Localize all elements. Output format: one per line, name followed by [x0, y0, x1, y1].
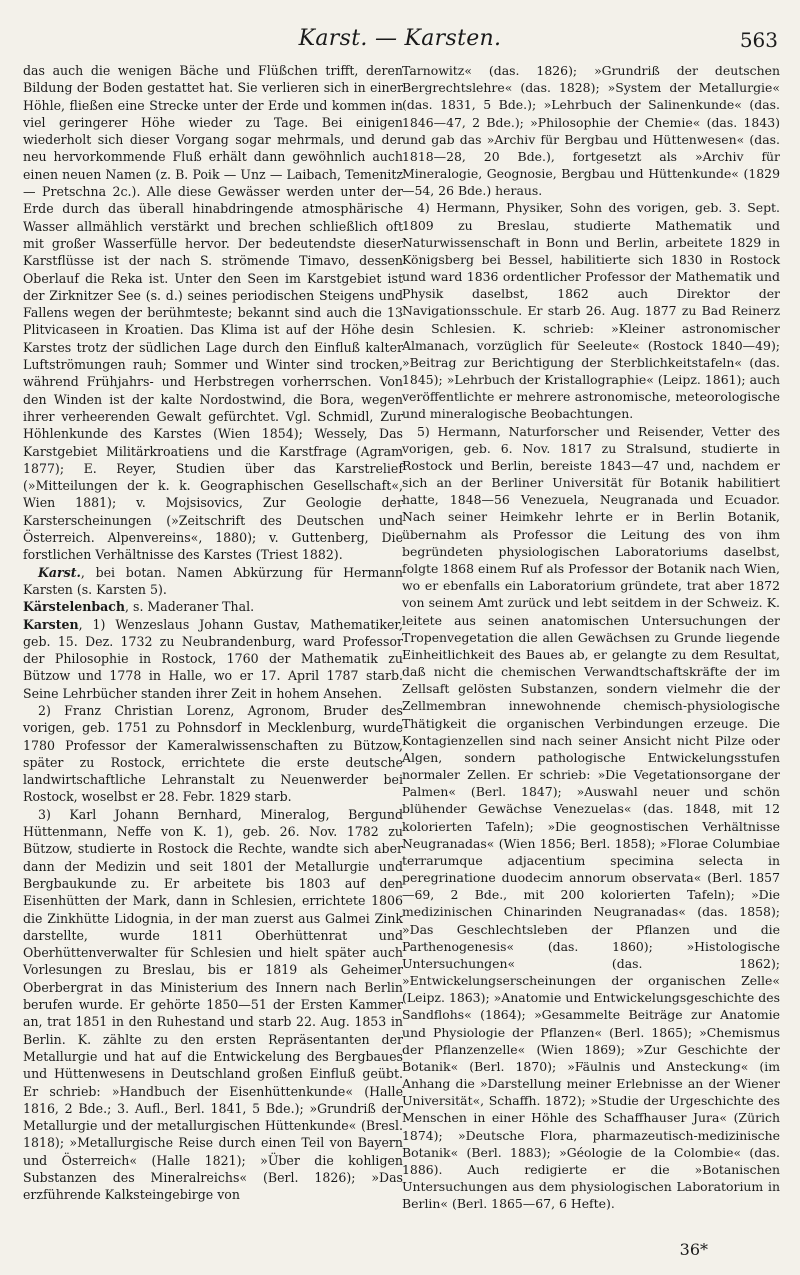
karst-continuation-paragraph: das auch die wenigen Bäche und Flüßchen trifft, deren Bildung der Boden gestattet hat. Sie verlieren sich in einer Höhle, fließen eine Strecke unter der Erde und kommen in viel geringerer Höhe wieder zu Tage. Bei einigen wiederholt sich dieser Vorgang sogar mehrmals, und der neu hervorkommende Fluß erhält dann gewöhnlich auch einen neuen Namen (z. B. Poik — Unz — Laibach, Temenitz — Pretschna 2c.). Alle diese Gewässer werden unter der Erde durch das überall hinabdringende atmosphärische Wasser allmählich verstärkt und brechen schließlich oft mit großer Wasserfülle hervor. Der bedeutendste dieser Karstflüsse ist der nach S. strömende Timavo, dessen Oberlauf die Reka ist. Unter den Seen im Karstgebiet ist der Zirknitzer See (s. d.) seines periodischen Steigens und Fallens wegen der berühmteste; bekannt sind auch die 13 Plitvicaseen in Kroatien. Das Klima ist auf der Höhe des Karstes trotz der südlichen Lage durch den Einfluß kalter Luftströmungen rauh; Sommer und Winter sind trocken, während Frühjahrs- und Herbstregen vorherrschen. Von den Winden ist der kalte Nordostwind, die Bora, wegen ihrer verheerenden Gewalt gefürchtet. Vgl. Schmidl, Zur Höhlenkunde des Karstes (Wien 1854); Wessely, Das Karstgebiet Militärkroatiens und die Karstfrage (Agram 1877); E. Reyer, Studien über das Karstrelief (»Mitteilungen der k. k. Geographischen Gesellschaft«, Wien 1881); v. Mojsisovics, Zur Geologie der Karsterscheinungen (»Zeitschrift des Deutschen und Österreich. Alpenvereins«, 1880); v. Guttenberg, Die forstlichen Verhältnisse des Karstes (Triest 1882).	[23, 63, 403, 563]
entry-karsten-3: 3) Karl Johann Bernhard, Mineralog, Bergund Hüttenmann, Neffe von K. 1), geb. 26. Nov. 1782 zu Bützow, studierte in Rostock die Rechte, wandte sich aber dann der Medizin und seit 1801 der Metallurgie und Bergbaukunde zu. Er arbeitete bis 1803 auf den Eisenhütten der Mark, dann in Schlesien, errichtete 1806 die Zinkhütte Lidognia, in der man zuerst aus Galmei Zink darstellte, wurde 1811 Oberhüttenrat und Oberhüttenverwalter für Schlesien und hielt später auch Vorlesungen zu Breslau, bis er 1819 als Geheimer Oberbergrat in das Ministerium des Innern nach Berlin berufen wurde. Er gehörte 1850—51 der Ersten Kammer an, trat 1851 in den Ruhestand und starb 22. Aug. 1853 in Berlin. K. zählte zu den ersten Repräsentanten der Metallurgie und hat auf die Entwickelung des Bergbaues und Hüttenwesens in Deutschland großen Einfluß geübt. Er schrieb: »Handbuch der Eisenhüttenkunde« (Halle 1816, 2 Bde.; 3. Aufl., Berl. 1841, 5 Bde.); »Grundriß der Metallurgie und der metallurgischen Hüttenkunde« (Bresl. 1818); »Metallurgische Reise durch einen Teil von Bayern und Österreich« (Halle 1821); »Über die kohligen Substanzen des Mineralreichs« (Berl. 1826); »Das erzführende Kalksteingebirge von	[23, 806, 403, 1203]
signature-mark: 36*	[679, 1240, 708, 1259]
running-title: Karst. — Karsten.	[298, 26, 502, 51]
right-column	[402, 62, 780, 1213]
entry-lemma: Kärstelenbach	[23, 599, 126, 615]
left-column	[23, 62, 403, 1204]
entry-karsten-2: 2) Franz Christian Lorenz, Agronom, Bruder des vorigen, geb. 1751 zu Pohnsdorf in Mecklenburg, wurde 1780 Professor der Kameralwissenschaften zu Bützow, später zu Rostock, errichtete die erste deutsche landwirtschaftliche Lehranstalt zu Neuenwerder bei Rostock, woselbst er 28. Febr. 1829 starb.	[23, 702, 403, 805]
entry-text: , 1) Wenzeslaus Johann Gustav, Mathematiker, geb. 15. Dez. 1732 zu Neubrandenburg, ward Professor der Philosophie in Rostock, 1760 der Mathematik zu Bützow und 1778 in Halle, wo er 17. April 1787 starb. Seine Lehrbücher standen ihrer Zeit in hohem Ansehen.	[23, 616, 403, 701]
page-header	[0, 18, 800, 58]
entry-text: , bei botan. Namen Abkürzung für Hermann Karsten (s. Karsten 5).	[23, 564, 403, 597]
entry-lemma: Karsten	[23, 616, 79, 632]
entry-kaerstelenbach	[23, 598, 403, 615]
entry-karst-abbrev	[23, 564, 403, 599]
entry-text: , s. Maderaner Thal.	[125, 599, 255, 615]
entry-lemma: Karst.	[38, 564, 81, 580]
entry-karsten-3-continuation: Tarnowitz« (das. 1826); »Grundriß der deutschen Bergrechtslehre« (das. 1828); »System der Metallurgie« (das. 1831, 5 Bde.); »Lehrbuch der Salinenkunde« (das. 1846—47, 2 Bde.); »Philosophie der Chemie« (das. 1843) und gab das »Archiv für Bergbau und Hüttenwesen« (das. 1818—28, 20 Bde.), fortgesetzt als »Archiv für Mineralogie, Geognosie, Bergbau und Hüttenkunde« (1829—54, 26 Bde.) heraus.	[402, 63, 780, 199]
page-number: 563	[739, 28, 778, 52]
entry-karsten-5: 5) Hermann, Naturforscher und Reisender, Vetter des vorigen, geb. 6. Nov. 1817 zu Stralsund, studierte in Rostock und Berlin, bereiste 1843—47 und, nachdem er sich an der Berliner Universität für Botanik habilitiert hatte, 1848—56 Venezuela, Neugranada und Ecuador. Nach seiner Heimkehr lehrte er in Berlin Botanik, übernahm als Professor die Leitung des von ihm begründeten physiologischen Laboratoriums daselbst, folgte 1868 einem Ruf als Professor der Botanik nach Wien, wo er ebenfalls ein Laboratorium gründete, trat aber 1872 von seinem Amt zurück und lebt seitdem in der Schweiz. K. leitete aus seinen anatomischen Untersuchungen der Tropenvegetation die allen Gewächsen zu Grunde liegende Einheitlichkeit des Baues ab, er gelangte zu dem Resultat, daß nicht die chemischen Verwandtschaftskräfte der im Zellsaft gelösten Substanzen, sondern vielmehr die der Zellmembran innewohnende chemisch-physiologische Thätigkeit die organischen Verbindungen erzeuge. Die Kontagienzellen sind nach seiner Ansicht nicht Pilze oder Algen, sondern pathologische Entwickelungsstufen normaler Zellen. Er schrieb: »Die Vegetationsorgane der Palmen« (Berl. 1847); »Auswahl neuer und schön blühender Gewächse Venezuelas« (das. 1848, mit 12 kolorierten Tafeln); »Die geognostischen Verhältnisse Neugranadas« (Wien 1856; Berl. 1858); »Florae Columbiae terrarumque adjacentium specimina selecta in peregrinatione duodecim annorum observata« (Berl. 1857—69, 2 Bde., mit 200 kolorierten Tafeln); »Die medizinischen Chinarinden Neugranadas« (das. 1858); »Das Geschlechtsleben der Pflanzen und die Parthenogenesis« (das. 1860); »Histologische Untersuchungen« (das. 1862); »Entwickelungserscheinungen der organischen Zelle« (Leipz. 1863); »Anatomie und Entwickelungsgeschichte des Sandflohs« (1864); »Gesammelte Beiträge zur Anatomie und Physiologie der Pflanzen« (Berl. 1865); »Chemismus der Pflanzenzelle« (Wien 1869); »Zur Geschichte der Botanik« (Berl. 1870); »Fäulnis und Ansteckung« (im Anhang die »Darstellung meiner Erlebnisse an der Wiener Universität«, Schaffh. 1872); »Studie der Urgeschichte des Menschen in einer Höhle des Schaffhauser Jura« (Zürich 1874); »Deutsche Flora, pharmazeutisch-medizinische Botanik« (Berl. 1883); »Géologie de la Colombie« (das. 1886). Auch redigierte er die »Botanischen Untersuchungen aus dem physiologischen Laboratorium in Berlin« (Berl. 1865—67, 6 Hefte).	[402, 423, 780, 1212]
entry-karsten-1	[23, 616, 403, 702]
entry-karsten-4: 4) Hermann, Physiker, Sohn des vorigen, geb. 3. Sept. 1809 zu Breslau, studierte Mathematik und Naturwissenschaft in Bonn und Berlin, arbeitete 1829 in Königsberg bei Bessel, habilitierte sich 1830 in Rostock und ward 1836 ordentlicher Professor der Mathematik und Physik daselbst, 1862 auch Direktor der Navigationsschule. Er starb 26. Aug. 1877 zu Bad Reinerz in Schlesien. K. schrieb: »Kleiner astronomischer Almanach, vorzüglich für Seeleute« (Rostock 1840—49); »Beitrag zur Berichtigung der Sterblichkeitstafeln« (das. 1845); »Lehrbuch der Kristallographie« (Leipz. 1861); auch veröffentlichte er mehrere astronomische, meteorologische und mineralogische Beobachtungen.	[402, 200, 780, 422]
